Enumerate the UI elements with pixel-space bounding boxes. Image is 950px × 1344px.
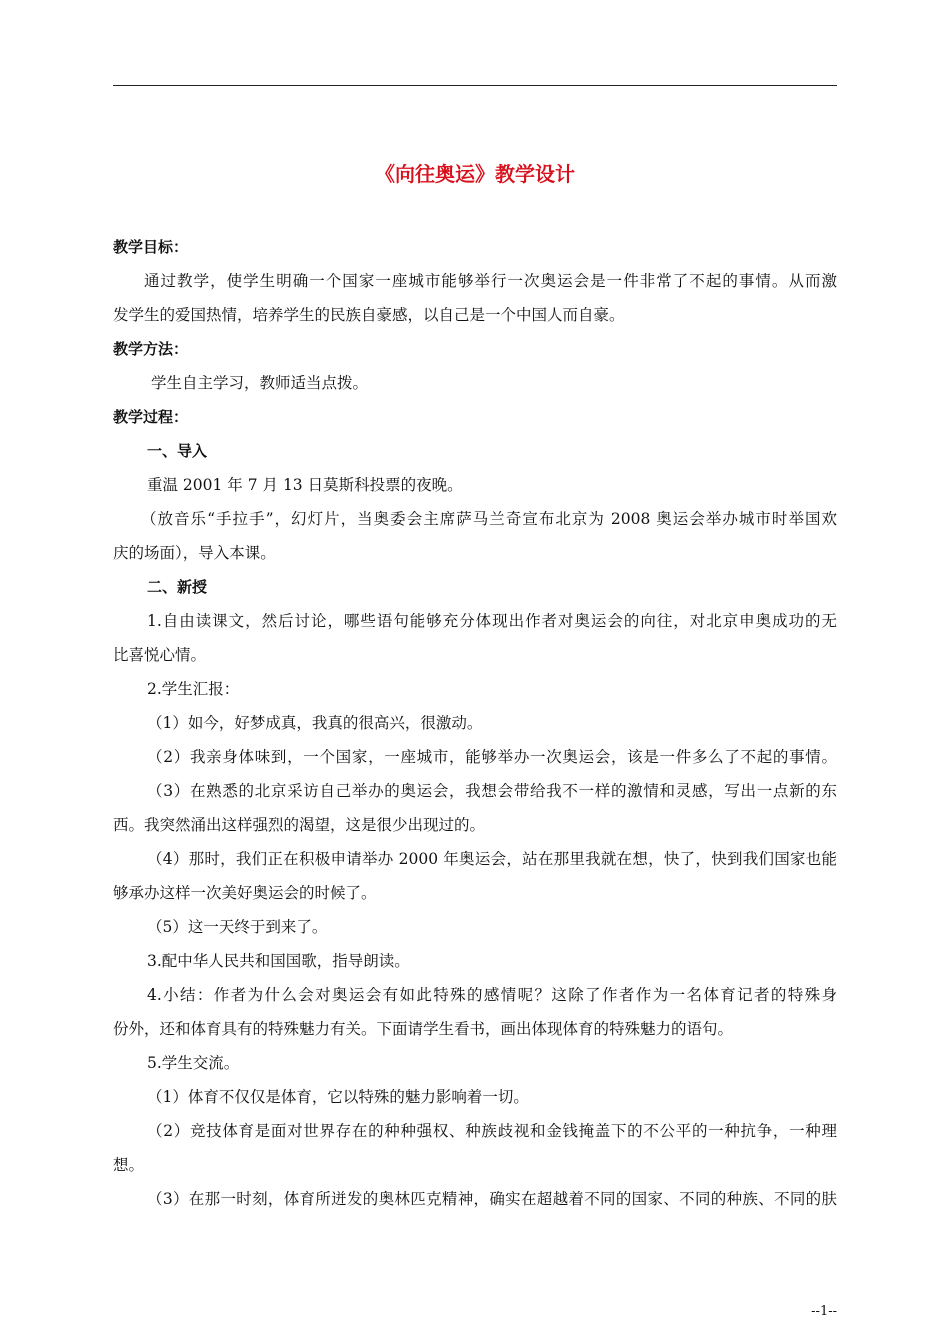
exchange-item: （1）体育不仅仅是体育，它以特殊的魅力影响着一切。 bbox=[147, 1088, 529, 1106]
list-item-line: 4.小结：作者为什么会对奥运会有如此特殊的感情呢？这除了作者作为一名体育记者的特殊身 bbox=[147, 986, 837, 1004]
list-item: 5.学生交流。 bbox=[147, 1054, 240, 1072]
goal-heading: 教学目标： bbox=[113, 238, 189, 256]
section-heading-new: 二、新授 bbox=[147, 578, 208, 596]
report-item: （5）这一天终于到来了。 bbox=[147, 918, 328, 936]
list-item-line: 比喜悦心情。 bbox=[113, 646, 207, 664]
document-body bbox=[113, 230, 837, 1216]
list-item-line: 份外，还和体育具有的特殊魅力有关。下面请学生看书，画出体现体育的特殊魅力的语句。 bbox=[113, 1020, 734, 1038]
report-item-line: 西。我突然涌出这样强烈的渴望，这是很少出现过的。 bbox=[113, 816, 486, 834]
list-item: 2.学生汇报： bbox=[147, 680, 240, 698]
list-item-line: 1.自由读课文，然后讨论，哪些语句能够充分体现出作者对奥运会的向往，对北京申奥成功的无 bbox=[147, 612, 837, 630]
report-item: （1）如今，好梦成真，我真的很高兴，很激动。 bbox=[147, 714, 483, 732]
goal-text-line: 发学生的爱国热情，培养学生的民族自豪感，以自己是一个中国人而自豪。 bbox=[113, 306, 625, 324]
page-number: --1-- bbox=[811, 1304, 837, 1319]
section-heading-intro: 一、导入 bbox=[147, 442, 208, 460]
paragraph-line: 庆的场面），导入本课。 bbox=[113, 544, 276, 562]
exchange-item-line: 想。 bbox=[113, 1156, 145, 1174]
header-rule bbox=[113, 85, 837, 86]
document-title: 《向往奥运》教学设计 bbox=[375, 162, 575, 186]
process-heading: 教学过程： bbox=[113, 408, 189, 426]
method-text: 学生自主学习，教师适当点拨。 bbox=[151, 374, 369, 392]
report-item-line: （4）那时，我们正在积极申请举办 2000 年奥运会，站在那里我就在想，快了，快到我们国家也能 bbox=[147, 850, 837, 868]
exchange-item-line: （2）竞技体育是面对世界存在的种种强权、种族歧视和金钱掩盖下的不公平的一种抗争，一种理 bbox=[147, 1122, 837, 1140]
method-heading: 教学方法： bbox=[113, 340, 189, 358]
report-item: （2）我亲身体味到，一个国家，一座城市，能够举办一次奥运会，该是一件多么了不起的事情。 bbox=[147, 748, 837, 766]
paragraph-line: 重温 2001 年 7 月 13 日莫斯科投票的夜晚。 bbox=[147, 476, 463, 494]
exchange-item-line: （3）在那一时刻，体育所迸发的奥林匹克精神，确实在超越着不同的国家、不同的种族、不同的肤 bbox=[147, 1190, 837, 1208]
report-item-line: （3）在熟悉的北京采访自己举办的奥运会，我想会带给我不一样的激情和灵感，写出一点新的东 bbox=[147, 782, 837, 800]
paragraph-line: （放音乐“手拉手”，幻灯片，当奥委会主席萨马兰奇宣布北京为 2008 奥运会举办城市时举国欢 bbox=[141, 510, 837, 528]
goal-text-line: 通过教学，使学生明确一个国家一座城市能够举行一次奥运会是一件非常了不起的事情。从而激 bbox=[144, 272, 837, 290]
report-item-line: 够承办这样一次美好奥运会的时候了。 bbox=[113, 884, 377, 902]
list-item: 3.配中华人民共和国国歌，指导朗读。 bbox=[147, 952, 410, 970]
